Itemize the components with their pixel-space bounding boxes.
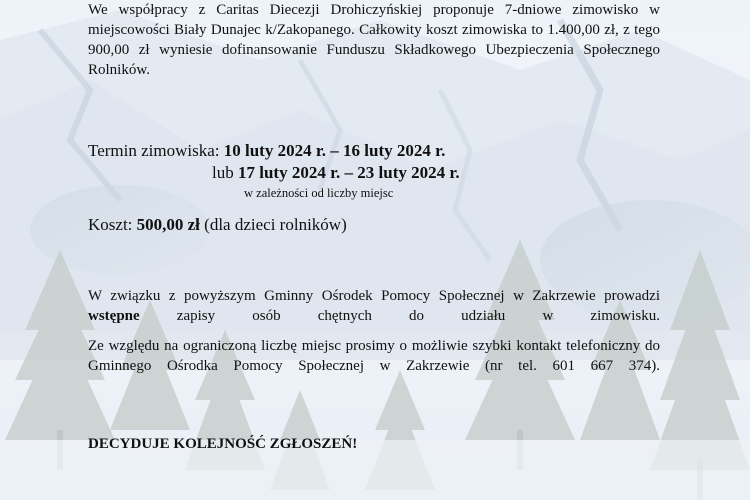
term-or-label: lub	[212, 163, 238, 182]
registration-bold-word: wstępne	[88, 308, 140, 324]
term-period-1: 10 luty 2024 r. – 16 luty 2024 r.	[223, 141, 446, 160]
term-period-2: 17 luty 2024 r. – 23 luty 2024 r.	[237, 163, 460, 182]
contact-line-3: (nr tel. 601 667 374).	[485, 358, 661, 374]
footer-notice: DECYDUJE KOLEJNOŚĆ ZGŁOSZEŃ!	[88, 436, 358, 452]
intro-line-1: We współpracy z Caritas Diecezji Drohiczyńskiej proponuje 7-dniowe zimowisko	[88, 2, 639, 18]
contact-line-1: Ze względu na ograniczoną liczbę miejsc prosimy o możliwie szybki kontakt	[88, 338, 562, 354]
intro-paragraph	[88, 0, 660, 100]
cost-suffix: (dla dzieci rolników)	[199, 215, 347, 234]
term-line-1	[88, 140, 445, 162]
intro-line-3: to 1.400,00 zł, z tego 900,00 zł wyniesie dofinansowanie Funduszu Składkowego	[88, 22, 661, 58]
intro-line-2: w miejscowości Biały Dunajec k/Zakopanego. Całkowity koszt zimowiska	[88, 2, 661, 38]
intro-line-4: Ubezpieczenia Społecznego Rolników.	[88, 42, 660, 78]
term-note: w zależności od liczby miejsc	[244, 186, 394, 200]
term-line-2	[212, 162, 460, 184]
cost-amount: 500,00 zł	[136, 215, 200, 234]
term-label: Termin zimowiska:	[88, 141, 224, 160]
cost-label: Koszt:	[88, 215, 137, 234]
cost-line	[88, 214, 347, 236]
registration-line-1: W związku z powyższym Gminny Ośrodek Pomocy Społecznej w Zakrzewie prowadzi	[88, 288, 660, 304]
contact-paragraph	[88, 336, 660, 396]
registration-line-2: zapisy osób chętnych do udziału w zimowisku.	[139, 308, 660, 324]
contact-line-2: telefoniczny do Gminnego Ośrodka Pomocy Społecznej w Zakrzewie	[88, 338, 660, 374]
